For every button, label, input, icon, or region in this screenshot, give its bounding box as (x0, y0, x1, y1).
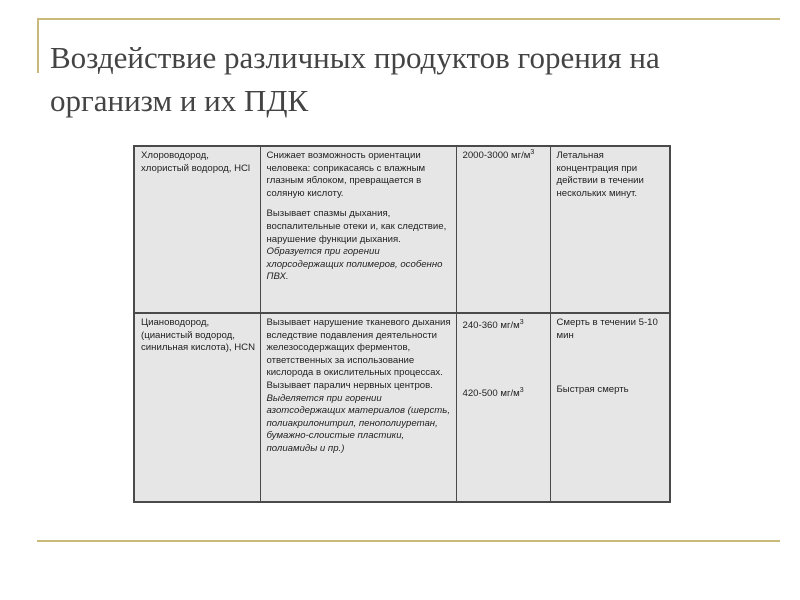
substance-name: Хлороводород, хлористый водород, HCl (141, 150, 251, 174)
table-row (134, 146, 670, 313)
substance-cell (134, 146, 260, 313)
effect-cell (260, 146, 456, 313)
result-text: Летальная концентрация при действии в течении нескольких минут. (556, 150, 644, 199)
result-text: Быстрая смерть (556, 384, 629, 396)
result-text: Смерть в течении 5-10 мин (556, 317, 658, 341)
slide-title: Воздействие различных продуктов горения на организм и их ПДК (50, 40, 660, 118)
concentration-cell (456, 313, 550, 502)
table-row (134, 313, 670, 502)
effect-note: Выделяется при горении азотсодержащих материалов (шерсть, полиакрилонитрил, пенополиуретан, бумажно-слоистые пластики, полиамиды и пр.) (266, 392, 450, 454)
concentration-cell (456, 146, 550, 313)
substance-name: Циановодород, (цианистый водород, синильная кислота), HCN (141, 317, 256, 354)
effect-text: Вызывает нарушение тканевого дыхания вследствие подавления деятельности железосодержащих ферментов, ответственных за использование кислорода в окислительных процессах. Вызывает паралич нервных центров. Выделяется при горении азотсодержащих материалов (шерсть, полиакрилонитрил, пенополиуретан, бумажно-слоистые пластики, полиамиды и пр.) (266, 317, 451, 454)
combustion-products-table (133, 145, 671, 503)
result-cell (550, 146, 670, 313)
effect-text: Вызывает спазмы дыхания, воспалительные отеки и, как следствие, нарушение функции дыхания. Образуется при горении хлорсодержащих полимеров, особенно ПВХ. (266, 208, 447, 283)
substance-cell (134, 313, 260, 502)
left-rule (37, 18, 39, 73)
concentration-value: 420-500 $мг/м^3$ (462, 386, 524, 399)
bottom-rule (37, 540, 780, 542)
effect-note: Образуется при горении хлорсодержащих полимеров, особенно ПВХ. (266, 246, 443, 283)
effect-text: Снижает возможность ориентации человека: соприкасаясь с влажным глазным яблоком, превращается в соляную кислоту. (266, 150, 426, 199)
concentration-value: 2000-3000 $мг/м^3$ (462, 148, 535, 161)
effect-cell (260, 313, 456, 502)
result-cell (550, 313, 670, 502)
concentration-value: 240-360 $мг/м^3$ (462, 318, 524, 331)
top-rule (37, 18, 780, 20)
